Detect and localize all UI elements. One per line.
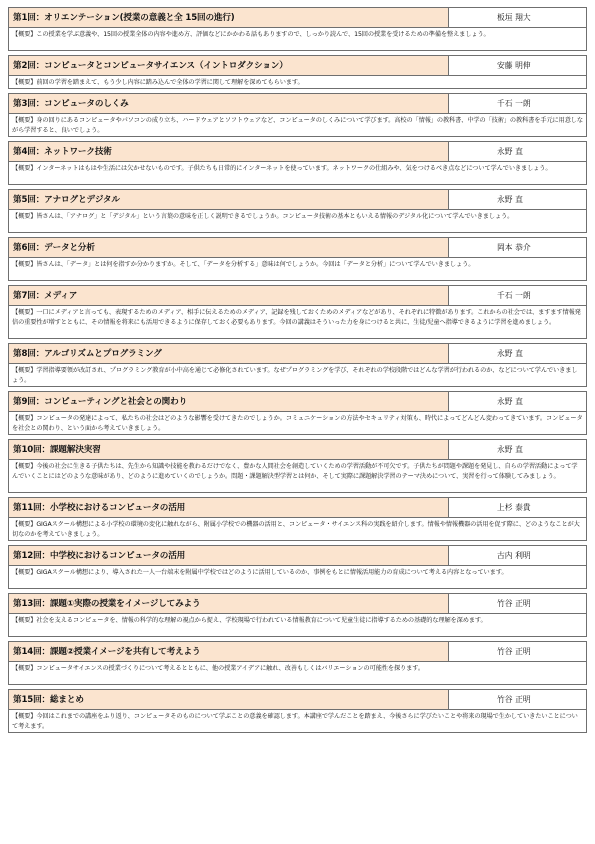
lesson-header [8, 545, 587, 566]
lesson-header [8, 439, 587, 460]
lesson-1 [8, 7, 587, 51]
lesson-summary: 【概要】学習指導要領が改訂され、プログラミング教育が小中高を通じて必修化されています。なぜプログラミングを学び、それぞれの学校段階ではどんな学習が行われるのか、などについて学んでいきましょう。 [8, 364, 587, 387]
lesson-title: 第9回：コンピューティングと社会との関わり [13, 397, 188, 407]
lesson-instructor: 上杉 泰貴 [448, 498, 586, 517]
lesson-title: 第4回：ネットワーク技術 [13, 147, 112, 157]
lesson-header [8, 497, 587, 518]
lesson-instructor: 千石 一朗 [448, 94, 586, 113]
lesson-header [8, 343, 587, 364]
lesson-9 [8, 391, 587, 435]
lesson-13 [8, 593, 587, 637]
lesson-instructor: 板垣 翔大 [448, 8, 586, 27]
lesson-summary: 【概要】皆さんは、「アナログ」と「デジタル」という言葉の意味を正しく説明できるでしょうか。コンピュータ技術の基本ともいえる情報のデジタル化について学んでいきましょう。 [8, 210, 587, 233]
lesson-7 [8, 285, 587, 339]
lesson-title: 第2回：コンピュータとコンピュータサイエンス（イントロダクション） [13, 61, 288, 71]
lesson-title: 第14回：課題②授業イメージを共有して考えよう [13, 647, 201, 657]
lesson-summary: 【概要】前回の学習を踏まえて、もう少し内容に踏み込んで全体の学習に関して理解を深めてもらいます。 [8, 76, 587, 89]
lesson-instructor: 古内 利明 [448, 546, 586, 565]
lesson-instructor: 千石 一朗 [448, 286, 586, 305]
lesson-summary: 【概要】コンピュータの発達によって、私たちの社会はどのような影響を受けてきたのでしょうか。コミュニケーションの方法やセキュリティ対策も、時代によってどんどん変わってきています。コンピュータを社会との関わり、という面から考えていきましょう。 [8, 412, 587, 435]
lesson-title: 第3回：コンピュータのしくみ [13, 99, 129, 109]
lesson-10 [8, 439, 587, 493]
lesson-title: 第15回：総まとめ [13, 695, 84, 705]
lesson-15 [8, 689, 587, 733]
lesson-summary: 【概要】コンピュータサイエンスの授業づくりについて考えるとともに、他の授業アイデアに触れ、改善もしくはバリエーションの可能性を探ります。 [8, 662, 587, 685]
lesson-3 [8, 93, 587, 137]
lesson-5 [8, 189, 587, 233]
lesson-instructor: 竹谷 正明 [448, 594, 586, 613]
lesson-summary: 【概要】皆さんは、「データ」とは何を指すか分かりますか。そして、「データを分析する」意味は何でしょうか。今回は「データと分析」について学んでいきましょう。 [8, 258, 587, 281]
lesson-title: 第8回：アルゴリズムとプログラミング [13, 349, 162, 359]
lesson-instructor: 岡本 恭介 [448, 238, 586, 257]
lesson-header [8, 189, 587, 210]
lesson-title: 第10回：課題解決実習 [13, 445, 101, 455]
lesson-summary: 【概要】GIGAスクール構想による小学校の環境の変化に触れながら、附属小学校での機器の活用と、コンピュータ・サイエンス科の実践を紹介します。情報や情報機器の活用を促す際に、どのようなことが大切なのかを考えていきましょう。 [8, 518, 587, 541]
lesson-header [8, 285, 587, 306]
lesson-14 [8, 641, 587, 685]
lesson-header [8, 55, 587, 76]
lesson-summary: 【概要】社会を支えるコンピュータを、情報の科学的な理解の視点から捉え、学校現場で行われている情報教育について児童生徒に指導するための基礎的な理解を深めます。 [8, 614, 587, 637]
lesson-summary: 【概要】一口にメディアと言っても、表現するためのメディア、相手に伝えるためのメディア、記録を残しておくためのメディアなどがあり、それぞれに特徴があります。これからの社会では、ますます情報発信の重要性が増すとともに、その情報を将来にも活用できるように保存しておく必要もあります。今回の講義はそういった力を身につけると共に、生徒/児童へ指導できるように学習を進めましょう。 [8, 306, 587, 339]
lesson-header [8, 689, 587, 710]
lesson-summary: 【概要】今後の社会に生きる子供たちは、先生から知識や技能を教わるだけでなく、豊かな人間社会を創造していくための学習活動が不可欠です。子供たちが問題や課題を発見し、自らの学習活動によって学んでいくことにはどのような意味があり、どのように進めていくのでしょうか。問題・課題解決型学習とは何か、そして実際に課題解決学習のテーマ決めについて、実習を行って体験してみましょう。 [8, 460, 587, 493]
lesson-header [8, 593, 587, 614]
lesson-11 [8, 497, 587, 541]
lesson-header [8, 237, 587, 258]
lesson-instructor: 永野 直 [448, 440, 586, 459]
lesson-summary: 【概要】今回はこれまでの講座をふり返り、コンピュータそのものについて学ぶことの意義を確認します。本講座で学んだことを踏まえ、今後さらに学びたいことや将来の現場で生かしていきたいことについて考えます。 [8, 710, 587, 733]
lesson-instructor: 永野 直 [448, 392, 586, 411]
lesson-title: 第13回：課題①実際の授業をイメージしてみよう [13, 599, 201, 609]
lesson-12 [8, 545, 587, 589]
lesson-instructor: 竹谷 正明 [448, 690, 586, 709]
lesson-2 [8, 55, 587, 89]
lesson-8 [8, 343, 587, 387]
lesson-title: 第6回：データと分析 [13, 243, 95, 253]
lesson-summary: 【概要】GIGAスクール構想により、導入された一人一台端末を附属中学校ではどのように活用しているのか、事例をもとに情報活用能力の育成について考える内容となっています。 [8, 566, 587, 589]
lesson-header [8, 391, 587, 412]
lesson-instructor: 永野 直 [448, 344, 586, 363]
lesson-title: 第12回：中学校におけるコンピュータの活用 [13, 551, 186, 561]
lesson-instructor: 永野 直 [448, 142, 586, 161]
lesson-summary: 【概要】身の回りにあるコンピュータやパソコンの成り立ち、ハードウェアとソフトウェアなど、コンピュータのしくみについて学びます。高校の「情報」の教科書、中学の「技術」の教科書を手元に用意しながら学習すると、良いでしょう。 [8, 114, 587, 137]
lesson-instructor: 永野 直 [448, 190, 586, 209]
lesson-header [8, 141, 587, 162]
lesson-summary: 【概要】インターネットはもはや生活には欠かせないものです。子供たちも日常的にインターネットを使っています。ネットワークの仕組みや、気をつけるべき点などについて学んでいきましょう。 [8, 162, 587, 185]
lesson-header [8, 641, 587, 662]
lesson-4 [8, 141, 587, 185]
lesson-6 [8, 237, 587, 281]
lesson-title: 第1回：オリエンテーション(授業の意義と全 15回の進行) [13, 13, 235, 23]
lesson-title: 第5回：アナログとデジタル [13, 195, 120, 205]
lesson-instructor: 竹谷 正明 [448, 642, 586, 661]
lesson-header [8, 7, 587, 28]
lesson-instructor: 安藤 明伸 [448, 56, 586, 75]
lesson-header [8, 93, 587, 114]
lesson-summary: 【概要】この授業を学ぶ意義や、15回の授業全体の内容や進め方、評価などにかかわる話もありますので、しっかり読んで、15回の授業を受けるための準備を整えましょう。 [8, 28, 587, 51]
lesson-title: 第7回：メディア [13, 291, 78, 301]
lesson-title: 第11回：小学校におけるコンピュータの活用 [13, 503, 186, 513]
